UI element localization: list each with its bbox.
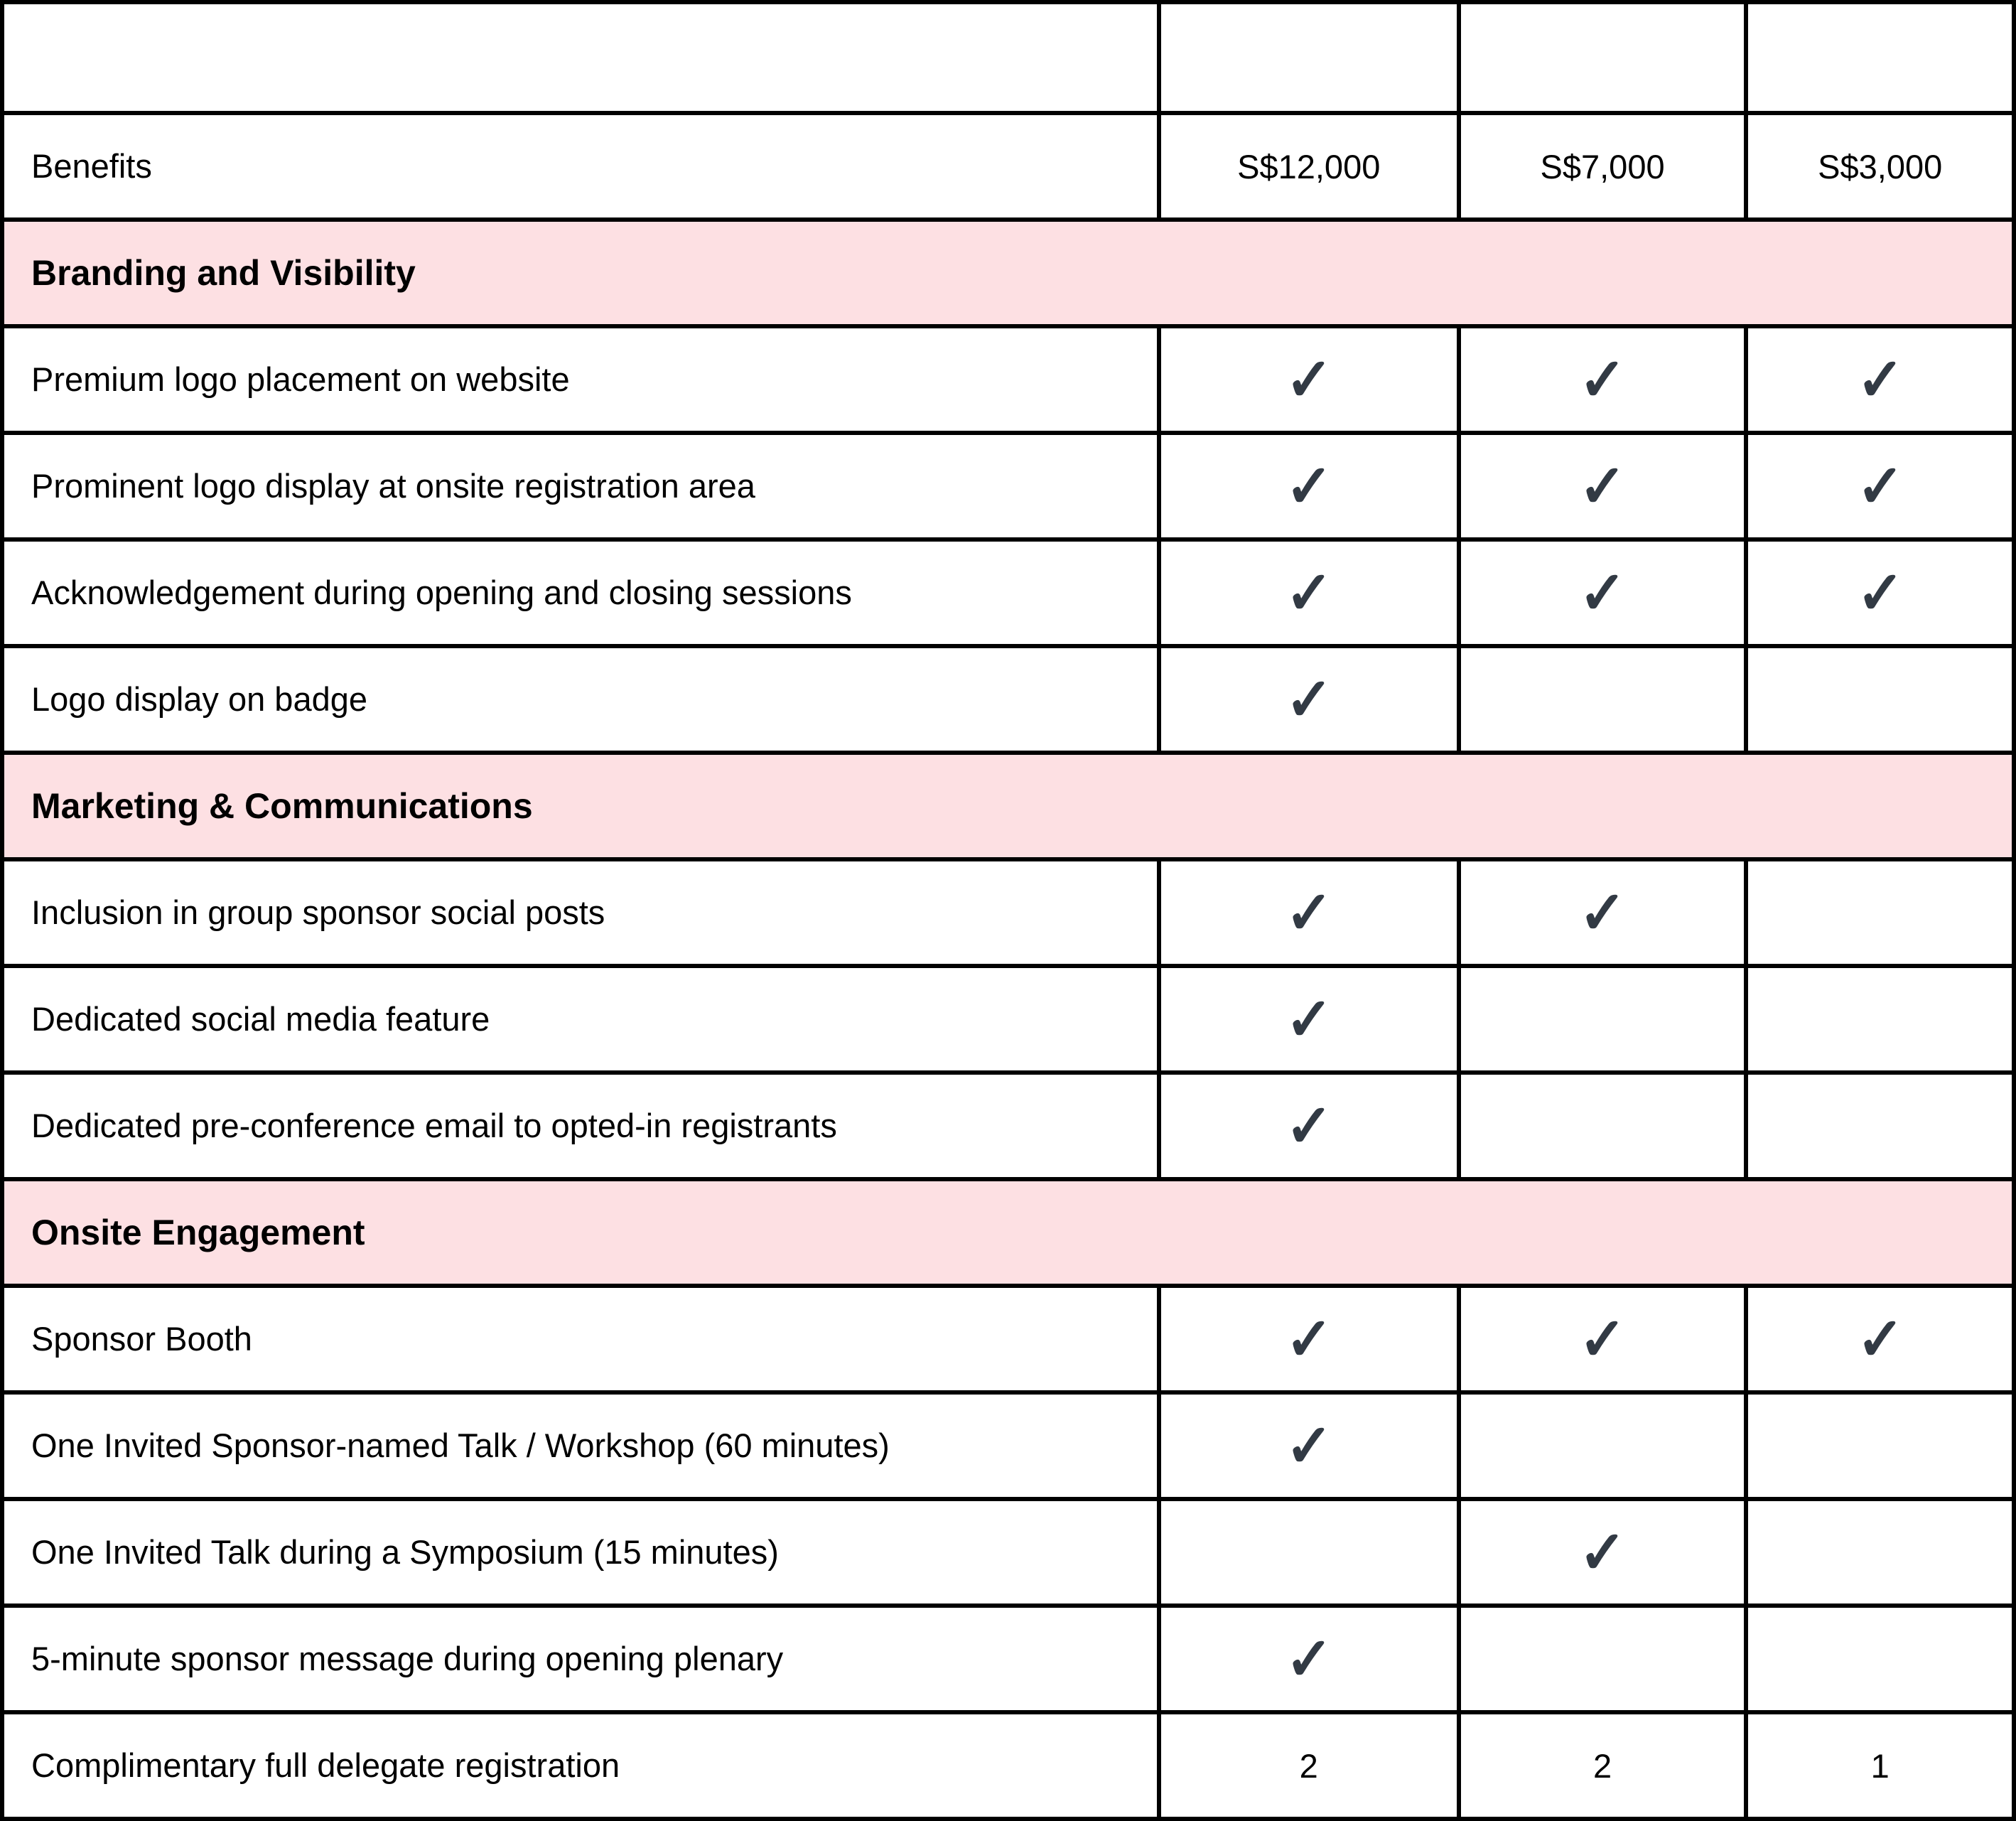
gold-value-cell xyxy=(1459,1606,1747,1712)
silver-value-cell xyxy=(1746,1606,2014,1712)
silver-value-cell xyxy=(1746,646,2014,753)
benefit-row xyxy=(2,966,2014,1073)
benefit-row xyxy=(2,859,2014,966)
benefit-label: Inclusion in group sponsor social posts xyxy=(2,859,1159,966)
benefit-row xyxy=(2,433,2014,539)
gold-value-cell xyxy=(1459,646,1747,753)
benefit-label: Premium logo placement on website xyxy=(2,326,1159,433)
gold-value-cell xyxy=(1459,433,1747,539)
benefit-row xyxy=(2,1286,2014,1392)
check-icon: ✓ xyxy=(1578,346,1627,413)
gold-value-cell xyxy=(1459,966,1747,1073)
check-icon: ✓ xyxy=(1285,346,1333,413)
gold-value-cell xyxy=(1459,859,1747,966)
silver-value-cell xyxy=(1746,539,2014,646)
platinum-value-cell xyxy=(1159,1499,1459,1606)
tier-header-silver: Silver xyxy=(1746,2,2014,113)
benefit-label: Dedicated social media feature xyxy=(2,966,1159,1073)
silver-value-cell xyxy=(1746,1392,2014,1499)
price-platinum: S$12,000 xyxy=(1159,113,1459,220)
silver-value-cell xyxy=(1746,1286,2014,1392)
check-icon: ✓ xyxy=(1578,1519,1627,1586)
platinum-value-cell xyxy=(1159,1286,1459,1392)
check-icon: ✓ xyxy=(1578,559,1627,626)
check-icon: ✓ xyxy=(1285,1626,1333,1692)
platinum-value-cell xyxy=(1159,1073,1459,1179)
platinum-value-cell xyxy=(1159,539,1459,646)
benefit-row xyxy=(2,1499,2014,1606)
section-header-row xyxy=(2,1179,2014,1286)
benefit-label: 5-minute sponsor message during opening plenary xyxy=(2,1606,1159,1712)
platinum-value-cell xyxy=(1159,646,1459,753)
silver-value-cell xyxy=(1746,326,2014,433)
check-icon: ✓ xyxy=(1285,453,1333,520)
check-icon: ✓ xyxy=(1578,453,1627,520)
check-icon: ✓ xyxy=(1578,879,1627,946)
gold-value-cell xyxy=(1459,539,1747,646)
check-icon: ✓ xyxy=(1285,1306,1333,1373)
platinum-value-cell xyxy=(1159,326,1459,433)
silver-value-cell xyxy=(1746,1499,2014,1606)
benefit-label: Sponsor Booth xyxy=(2,1286,1159,1392)
check-icon: ✓ xyxy=(1285,1092,1333,1159)
gold-value-cell: 2 xyxy=(1459,1712,1747,1819)
price-gold: S$7,000 xyxy=(1459,113,1747,220)
gold-value-cell xyxy=(1459,1286,1747,1392)
tier-header-row xyxy=(2,2,2014,113)
benefit-row xyxy=(2,1712,2014,1819)
price-silver: S$3,000 xyxy=(1746,113,2014,220)
benefits-label: Benefits xyxy=(2,113,1159,220)
silver-value-cell xyxy=(1746,859,2014,966)
benefit-row xyxy=(2,1392,2014,1499)
gold-value-cell xyxy=(1459,1073,1747,1179)
gold-value-cell xyxy=(1459,1499,1747,1606)
check-icon: ✓ xyxy=(1856,559,1904,626)
check-icon: ✓ xyxy=(1285,986,1333,1053)
platinum-value-cell xyxy=(1159,859,1459,966)
benefit-label: One Invited Talk during a Symposium (15 minutes) xyxy=(2,1499,1159,1606)
gold-value-cell xyxy=(1459,1392,1747,1499)
benefit-row xyxy=(2,326,2014,433)
platinum-value-cell: 2 xyxy=(1159,1712,1459,1819)
benefit-label: Dedicated pre-conference email to opted-in registrants xyxy=(2,1073,1159,1179)
section-title: Onsite Engagement xyxy=(2,1179,2014,1286)
platinum-value-cell xyxy=(1159,433,1459,539)
check-icon: ✓ xyxy=(1285,666,1333,733)
check-icon: ✓ xyxy=(1285,879,1333,946)
section-title: Branding and Visibility xyxy=(2,220,2014,326)
benefit-label: Logo display on badge xyxy=(2,646,1159,753)
benefit-row xyxy=(2,1073,2014,1179)
tier-header-gold: Gold xyxy=(1459,2,1747,113)
check-icon: ✓ xyxy=(1856,346,1904,413)
gold-value-cell xyxy=(1459,326,1747,433)
benefit-row xyxy=(2,646,2014,753)
silver-value-cell xyxy=(1746,433,2014,539)
section-header-row xyxy=(2,220,2014,326)
platinum-value-cell xyxy=(1159,1392,1459,1499)
section-header-row xyxy=(2,753,2014,859)
check-icon: ✓ xyxy=(1856,453,1904,520)
price-row xyxy=(2,113,2014,220)
platinum-value-cell xyxy=(1159,1606,1459,1712)
silver-value-cell: 1 xyxy=(1746,1712,2014,1819)
benefit-label: Complimentary full delegate registration xyxy=(2,1712,1159,1819)
benefit-row xyxy=(2,539,2014,646)
benefit-row xyxy=(2,1606,2014,1712)
corner-cell xyxy=(2,2,1159,113)
check-icon: ✓ xyxy=(1285,1412,1333,1479)
silver-value-cell xyxy=(1746,966,2014,1073)
benefit-label: Prominent logo display at onsite registration area xyxy=(2,433,1159,539)
benefit-label: Acknowledgement during opening and closing sessions xyxy=(2,539,1159,646)
section-title: Marketing & Communications xyxy=(2,753,2014,859)
check-icon: ✓ xyxy=(1578,1306,1627,1373)
tier-header-platinum: Platinum xyxy=(1159,2,1459,113)
check-icon: ✓ xyxy=(1285,559,1333,626)
silver-value-cell xyxy=(1746,1073,2014,1179)
platinum-value-cell xyxy=(1159,966,1459,1073)
benefit-label: One Invited Sponsor-named Talk / Workshop (60 minutes) xyxy=(2,1392,1159,1499)
check-icon: ✓ xyxy=(1856,1306,1904,1373)
